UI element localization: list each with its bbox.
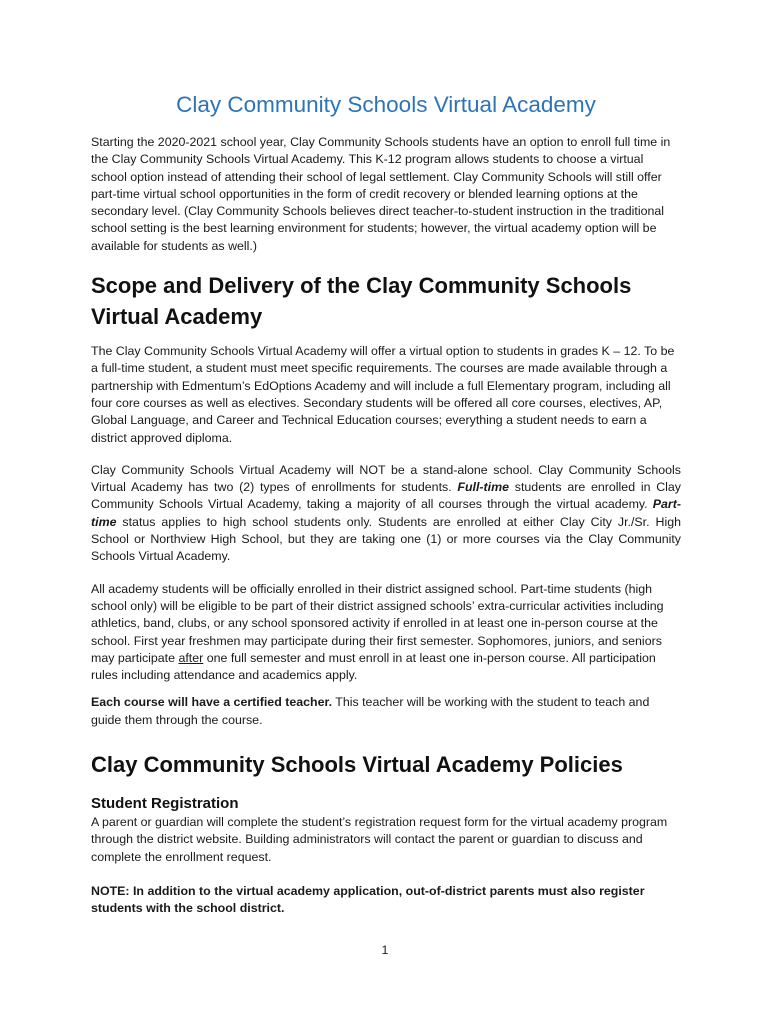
scope-paragraph-3 <box>91 581 681 685</box>
section-heading-policies: Clay Community Schools Virtual Academy Policies <box>91 752 623 778</box>
scope-paragraph-2 <box>91 462 681 566</box>
registration-paragraph: A parent or guardian will complete the student’s registration request form for the virtual academy program through the district website. Building administrators will contact the parent or guardian to discuss and complete the enrollment request. <box>91 815 668 864</box>
certified-teacher-bold: Each course will have a certified teacher. <box>91 695 333 710</box>
subheading-student-registration: Student Registration <box>91 795 239 813</box>
text-run: Clay Community Schools Virtual Academy will NOT be a stand-alone school. Clay Community Schools Virtual Academy has two (2) types of enrollments for students. <box>91 462 681 495</box>
page-number: 1 <box>381 943 389 957</box>
text-run: This teacher will be working with the student to teach and guide them through the course. <box>91 695 650 727</box>
text-run: status applies to high school students only. Students are enrolled at either Clay City Jr./Sr. High School or Northview High School, but they are taking one (1) or more courses via the Clay Community Schools Virtual Academy. <box>91 514 681 564</box>
part-time-term: Part-time <box>91 497 681 529</box>
full-time-term: Full-time <box>457 480 510 495</box>
document-page <box>91 90 681 918</box>
after-underlined: after <box>178 650 204 665</box>
scope-paragraph-4 <box>91 694 681 729</box>
text-run: one full semester and must enroll in at least one in-person course. All participation rules including attendance and academics apply. <box>91 650 656 683</box>
text-run: students are enrolled in Clay Community Schools Virtual Academy, taking a majority of all courses through the virtual academy. <box>91 480 681 512</box>
section-heading-scope: Scope and Delivery of the Clay Community Schools Virtual Academy <box>91 273 632 330</box>
document-title: Clay Community Schools Virtual Academy <box>176 92 596 117</box>
text-run: All academy students will be officially enrolled in their district assigned school. Part-time students (high school only) will be eligible to be part of their district assigned schools’ extra-curricular activities including athletics, band, clubs, or any school sponsored activity if enrolled in at least one in-person course at the school. First year freshmen may participate during their first semester. Sophomores, juniors, and seniors may participate <box>91 581 664 665</box>
registration-note: NOTE: In addition to the virtual academy application, out-of-district parents must also register students with the school district. <box>91 883 645 916</box>
intro-paragraph: Starting the 2020-2021 school year, Clay Community Schools students have an option to enroll full time in the Clay Community Schools Virtual Academy. This K-12 program allows students to choose a virtual school option instead of attending their school of legal settlement. Clay Community Schools will still offer part-time virtual school opportunities in the form of credit recovery or blended learning options at the secondary level. (Clay Community Schools believes direct teacher-to-student instruction in the traditional school setting is the best learning environment for students; however, the virtual academy option will be available for students as well.) <box>91 135 671 253</box>
scope-paragraph-1: The Clay Community Schools Virtual Academy will offer a virtual option to students in grades K – 12. To be a full-time student, a student must meet specific requirements. The courses are made available through a partnership with Edmentum’s EdOptions Academy and will include a full Elementary program, including all four core courses as well as electives. Secondary students will be offered all core courses, electives, AP, Global Language, and Career and Technical Education courses; everything a student needs to earn a district approved diploma. <box>91 344 675 445</box>
